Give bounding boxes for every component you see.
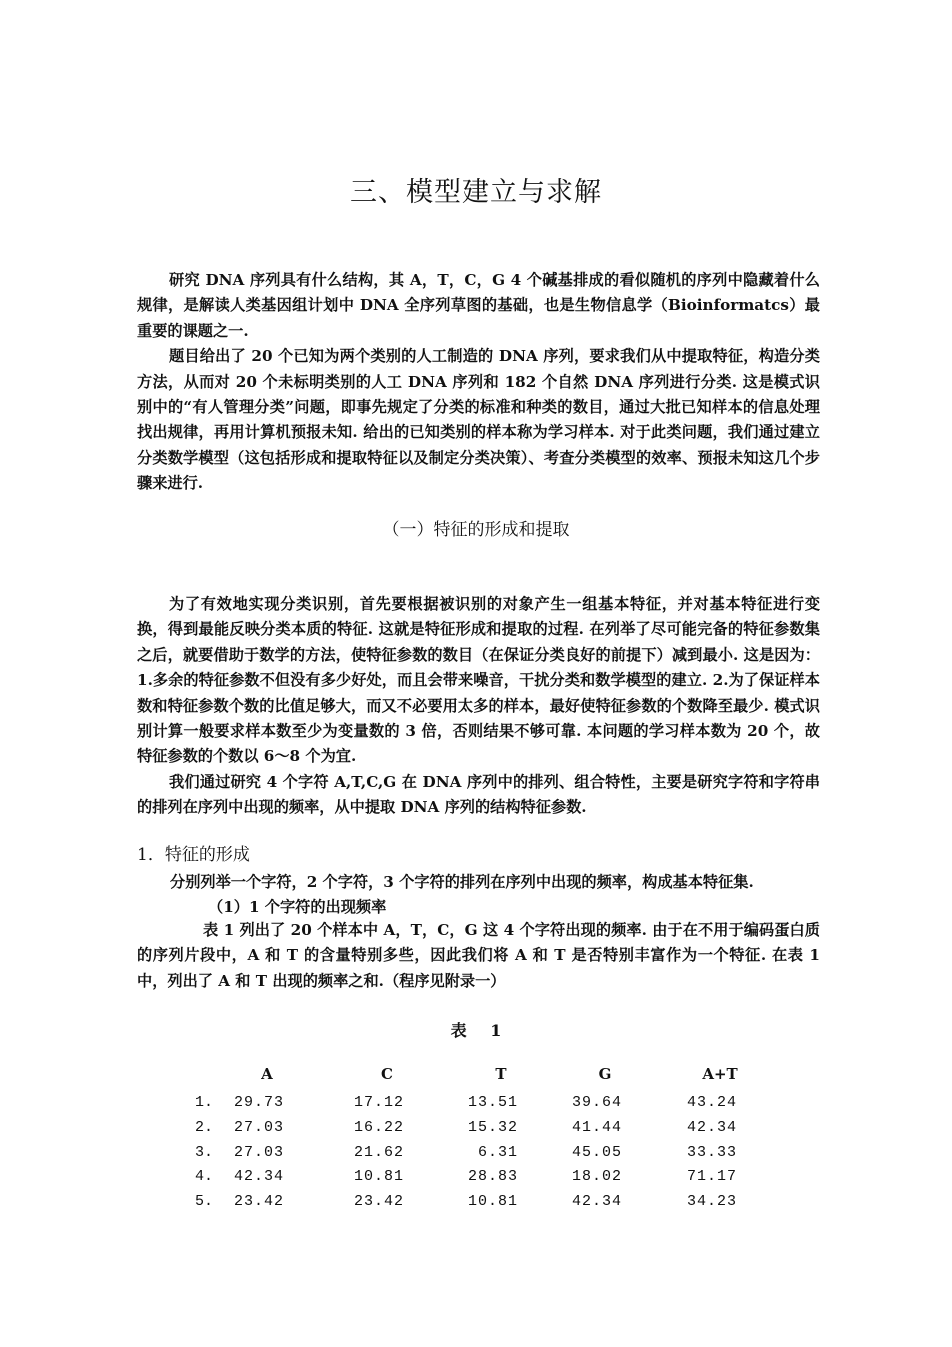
table-cell: 29.73 — [233, 1094, 284, 1111]
table-header-a-plus-t: A+T — [702, 1065, 738, 1083]
table-row-number: 3. — [195, 1143, 214, 1161]
table-cell: 13.51 — [467, 1094, 518, 1111]
table-cell: 15.32 — [467, 1118, 518, 1136]
table-cell: 28.83 — [467, 1168, 518, 1186]
table-cell: 43.24 — [686, 1094, 737, 1111]
table-header-t: T — [495, 1065, 507, 1083]
section1-paragraph-2: 我们通过研究 4 个字符 A,T,C,G 在 DNA 序列中的排列、组合特性，主要是研究字符和字符串的排列在序列中出现的频率，从中提取 DNA 序列的结构特征参数. — [137, 772, 820, 817]
table-row-number: 5. — [195, 1193, 214, 1211]
table-row-number: 4. — [195, 1168, 214, 1186]
sub-subheading: （1）1 个字符的出现频率 — [208, 898, 387, 916]
table-cell: 39.64 — [571, 1094, 622, 1111]
table-header-c: C — [381, 1065, 393, 1083]
table-cell: 42.34 — [686, 1118, 737, 1136]
table-cell: 45.05 — [571, 1143, 622, 1161]
table-cell: 10.81 — [467, 1193, 518, 1211]
table-cell: 42.34 — [233, 1168, 284, 1186]
intro-block — [137, 268, 820, 497]
table-cell: 17.12 — [353, 1094, 404, 1111]
section-heading: （一）特征的形成和提取 — [382, 520, 570, 540]
table-row-number: 2. — [195, 1118, 214, 1136]
page-title: 三、模型建立与求解 — [350, 177, 602, 208]
intro-paragraph-2: 题目给出了 20 个已知为两个类别的人工制造的 DNA 序列，要求我们从中提取特征，构造分类方法，从而对 20 个未标明类别的人工 DNA 序列和 182 个自然 DNA 序列进行分类. 这是模式识别中的“有人管理分类”问题，即事先规定了分类的标准和种类的数目，通过大批已知样本的信息处理找出规律，再用计算机预报未知. 给出的已知类别的样本称为学习样本. 对于此类问题，我们通过建立分类数学模型（这包括形成和提取特征以及制定分类决策）、考查分类模型的效率、预报未知这几个步骤来进行. — [137, 347, 820, 493]
table-cell: 33.33 — [686, 1143, 737, 1161]
table-cell: 21.62 — [353, 1143, 404, 1161]
section1-paragraph-1: 为了有效地实现分类识别，首先要根据被识别的对象产生一组基本特征，并对基本特征进行变换，得到最能反映分类本质的特征. 这就是特征形成和提取的过程. 在列举了尽可能完备的特征参数集之后，就要借助于数学的方法，使特征参数的数目（在保证分类良好的前提下）减到最小. 这是因为：1.多余的特征参数不但没有多少好处，而且会带来噪音，干扰分类和数学模型的建立. 2.为了保证样本数和特征参数个数的比值足够大，而又不必要用太多的样本，最好使特征参数的个数降至最少. 模式识别计算一般要求样本数至少为变量数的 3 倍，否则结果不够可靠. 本问题的学习样本数为 20 个，故特征参数的个数以 6～8 个为宜. — [137, 595, 820, 766]
table-cell: 41.44 — [571, 1118, 622, 1136]
table-cell: 27.03 — [233, 1143, 284, 1161]
table-cell: 27.03 — [233, 1118, 284, 1136]
table-header-g: G — [598, 1065, 612, 1083]
table-cell: 71.17 — [686, 1168, 737, 1186]
table-cell: 6.31 — [477, 1143, 518, 1161]
table-cell: 18.02 — [571, 1168, 622, 1186]
table-cell: 34.23 — [686, 1193, 737, 1211]
table-row-number: 1. — [195, 1094, 214, 1111]
section1-block — [137, 592, 820, 821]
subsection-heading: 1．特征的形成 — [137, 845, 250, 865]
table-header-a: A — [261, 1065, 273, 1083]
feature-line: 分别列举一个字符，2 个字符，3 个字符的排列在序列中出现的频率，构成基本特征集. — [170, 873, 754, 891]
table-cell: 42.34 — [571, 1193, 622, 1211]
table-cell: 16.22 — [353, 1118, 404, 1136]
table-cell: 23.42 — [353, 1193, 404, 1211]
table-cell: 10.81 — [353, 1168, 404, 1186]
table-caption: 表 1 — [450, 1021, 502, 1040]
table-cell: 23.42 — [233, 1193, 284, 1211]
intro-paragraph-1: 研究 DNA 序列具有什么结构，其 A，T，C，G 4 个碱基排成的看似随机的序列中隐藏着什么规律，是解读人类基因组计划中 DNA 全序列草图的基础，也是生物信息学（Bioinformatcs）最重要的课题之一. — [137, 271, 820, 340]
table-intro-block — [137, 918, 820, 994]
table-intro-paragraph: 表 1 列出了 20 个样本中 A，T，C，G 这 4 个字符出现的频率. 由于在不用于编码蛋白质的序列片段中，A 和 T 的含量特别多些，因此我们将 A 和 T 是否特别丰富作为一个特征. 在表 1 中，列出了 A 和 T 出现的频率之和.（程序见附录一） — [137, 921, 820, 990]
